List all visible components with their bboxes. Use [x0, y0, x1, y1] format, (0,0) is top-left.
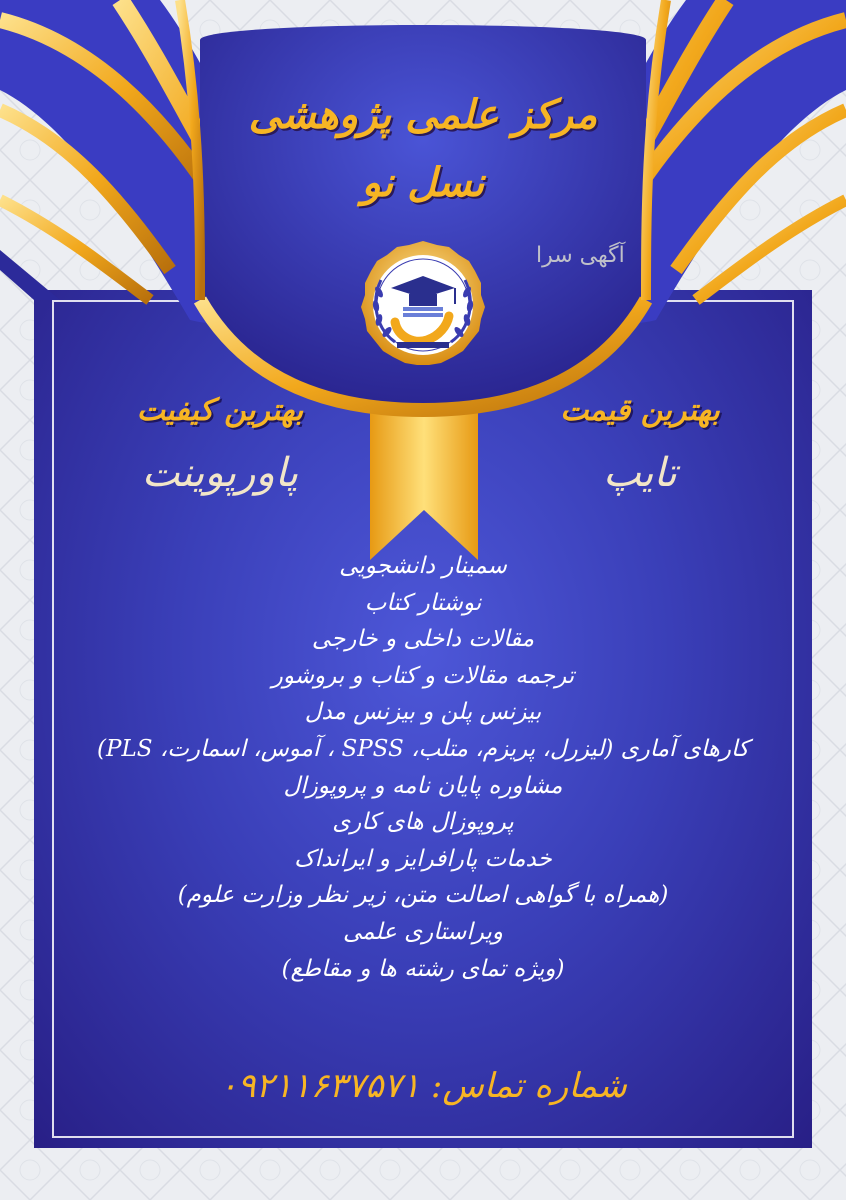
best-quality-tag: بهترین کیفیت [136, 393, 304, 428]
page-subtitle: نسل نو [361, 160, 485, 206]
list-item: بیزنس پلن و بیزنس مدل [304, 699, 542, 726]
contact-label: شماره تماس: [430, 1066, 627, 1106]
list-item: ویراستاری علمی [342, 918, 504, 945]
list-item: سمینار دانشجویی [339, 553, 507, 579]
list-item: مشاوره پایان نامه و پروپوزال [283, 772, 563, 799]
best-price-tag: بهترین قیمت [560, 393, 720, 428]
typing-service: تایپ [603, 450, 677, 496]
contact-line [0, 1066, 846, 1106]
page-title: مرکز علمی پژوهشی [248, 92, 598, 138]
list-item: خدمات پارافرایز و ایرانداک [294, 845, 552, 872]
list-item: مقالات داخلی و خارجی [311, 626, 535, 653]
graduation-cap-emblem-icon [343, 240, 503, 370]
list-item: (همراه با گواهی اصالت متن، زیر نظر وزارت علوم) [177, 882, 669, 909]
list-item: کارهای آماری (لیزرل، پریزم، متلب، SPSS ، آموس، اسمارت، PLS) [97, 735, 749, 762]
phone-number[interactable]: ۰۹۲۱۱۶۳۷۵۷۱ [219, 1066, 421, 1106]
services-list [40, 548, 806, 987]
list-item: ترجمه مقالات و کتاب و بروشور [271, 662, 575, 689]
list-item: نوشتار کتاب [364, 589, 482, 616]
powerpoint-service: پاورپوینت [141, 450, 299, 496]
list-item: (ویژه تمای رشته ها و مقاطع) [281, 955, 565, 982]
watermark-text: آگهی سرا [536, 243, 625, 268]
list-item: پروپوزال های کاری [332, 809, 514, 836]
